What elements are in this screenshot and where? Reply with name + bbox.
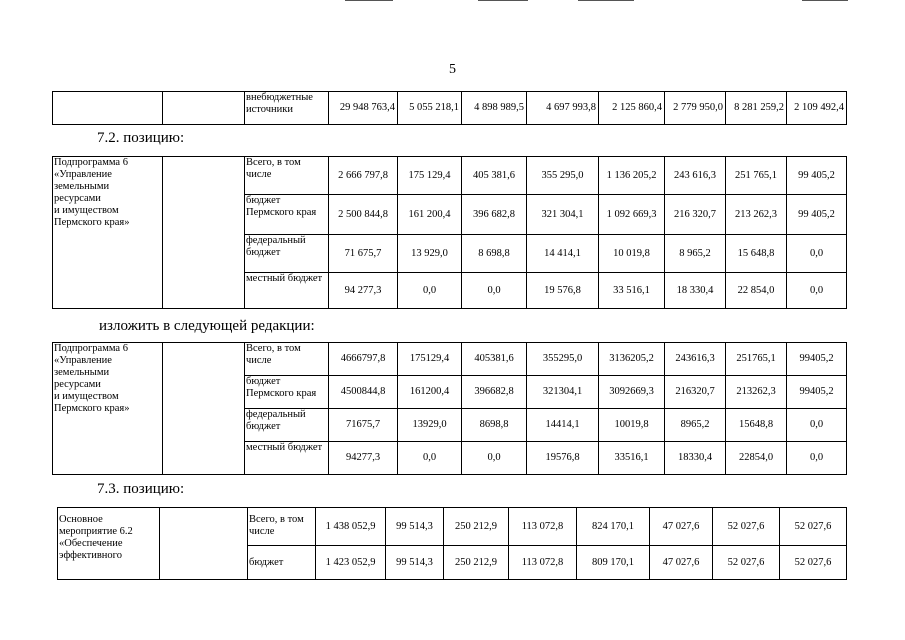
- value-cell: 14 414,1: [527, 235, 599, 273]
- source-cell: бюджет: [248, 546, 316, 580]
- value-cell: 99405,2: [787, 376, 847, 409]
- top-rule-right: [578, 0, 634, 1]
- value-cell: 22 854,0: [726, 273, 787, 309]
- table-old-position: [52, 156, 847, 309]
- value-cell: 99405,2: [787, 343, 847, 376]
- table-new-position: [52, 342, 847, 475]
- value-cell: 1 423 052,9: [316, 546, 386, 580]
- value-cell: 47 027,6: [650, 508, 713, 546]
- value-cell: 14414,1: [527, 409, 599, 442]
- top-rule-far: [802, 0, 848, 1]
- source-cell: Всего, в том числе: [245, 343, 329, 376]
- value-cell: 355295,0: [527, 343, 599, 376]
- source-cell: федеральный бюджет: [245, 235, 329, 273]
- value-cell: 0,0: [787, 442, 847, 475]
- value-cell: 0,0: [462, 442, 527, 475]
- heading-new-edition: изложить в следующей редакции:: [99, 318, 315, 334]
- program-name-line: ресурсами: [54, 379, 101, 390]
- value-cell: 216 320,7: [665, 195, 726, 235]
- program-name-line: Подпрограмма 6: [54, 343, 128, 354]
- value-cell: 250 212,9: [444, 508, 509, 546]
- program-name-line: Подпрограмма 6: [54, 157, 128, 168]
- value-cell: 13 929,0: [398, 235, 462, 273]
- value-cell: 251 765,1: [726, 157, 787, 195]
- value-cell: 250 212,9: [444, 546, 509, 580]
- source-cell: федеральный бюджет: [245, 409, 329, 442]
- program-name-line: «Управление: [54, 169, 112, 180]
- value-cell: 18330,4: [665, 442, 726, 475]
- table-row: [53, 92, 847, 125]
- value-cell: 19 576,8: [527, 273, 599, 309]
- value-cell: 0,0: [462, 273, 527, 309]
- source-cell: внебюджетные источники: [245, 92, 329, 125]
- source-cell: Всего, в том числе: [245, 157, 329, 195]
- page-number: 5: [449, 62, 456, 77]
- program-name-line: земельными: [54, 367, 110, 378]
- program-name-cell: [53, 157, 163, 309]
- value-cell: 71 675,7: [329, 235, 398, 273]
- value-cell: 321304,1: [527, 376, 599, 409]
- value-cell: 0,0: [787, 273, 847, 309]
- value-cell: 13929,0: [398, 409, 462, 442]
- value-cell: 52 027,6: [780, 508, 847, 546]
- value-cell: 52 027,6: [713, 508, 780, 546]
- program-name-line: эффективного: [59, 550, 122, 561]
- value-cell: 2 666 797,8: [329, 157, 398, 195]
- heading-7-2: 7.2. позицию:: [97, 130, 185, 146]
- value-cell: 52 027,6: [780, 546, 847, 580]
- value-cell: 824 170,1: [577, 508, 650, 546]
- value-cell: 4666797,8: [329, 343, 398, 376]
- table-row: [53, 157, 847, 195]
- program-name-line: ресурсами: [54, 193, 101, 204]
- value-cell: 175 129,4: [398, 157, 462, 195]
- value-cell: 3136205,2: [599, 343, 665, 376]
- value-cell: 2 779 950,0: [665, 92, 726, 125]
- value-cell: 161200,4: [398, 376, 462, 409]
- program-name-line: «Управление: [54, 355, 112, 366]
- program-name-line: мероприятие 6.2: [59, 526, 133, 537]
- value-cell: 0,0: [787, 409, 847, 442]
- program-name-line: земельными: [54, 181, 110, 192]
- value-cell: 243 616,3: [665, 157, 726, 195]
- value-cell: 47 027,6: [650, 546, 713, 580]
- value-cell: 161 200,4: [398, 195, 462, 235]
- value-cell: 0,0: [398, 442, 462, 475]
- value-cell: 99 405,2: [787, 157, 847, 195]
- value-cell: 396 682,8: [462, 195, 527, 235]
- value-cell: 71675,7: [329, 409, 398, 442]
- value-cell: 321 304,1: [527, 195, 599, 235]
- program-name-line: Основное: [59, 514, 103, 525]
- program-name-line: Пермского края»: [54, 217, 130, 228]
- value-cell: 0,0: [787, 235, 847, 273]
- value-cell: 405381,6: [462, 343, 527, 376]
- value-cell: 5 055 218,1: [398, 92, 462, 125]
- top-rule-left: [345, 0, 393, 1]
- value-cell: 15 648,8: [726, 235, 787, 273]
- table-basic-event: [57, 507, 847, 580]
- value-cell: 1 092 669,3: [599, 195, 665, 235]
- value-cell: 243616,3: [665, 343, 726, 376]
- value-cell: 2 109 492,4: [787, 92, 847, 125]
- program-name-line: и имуществом: [54, 391, 119, 402]
- top-rule-mid: [478, 0, 528, 1]
- value-cell: 1 136 205,2: [599, 157, 665, 195]
- value-cell: 8965,2: [665, 409, 726, 442]
- value-cell: 4500844,8: [329, 376, 398, 409]
- source-cell: местный бюджет: [245, 273, 329, 309]
- value-cell: 99 514,3: [386, 508, 444, 546]
- value-cell: 113 072,8: [509, 546, 577, 580]
- value-cell: 99 514,3: [386, 546, 444, 580]
- empty-cell: [160, 508, 248, 580]
- value-cell: 3092669,3: [599, 376, 665, 409]
- value-cell: 8 965,2: [665, 235, 726, 273]
- source-cell: местный бюджет: [245, 442, 329, 475]
- value-cell: 15648,8: [726, 409, 787, 442]
- table-row: [58, 508, 847, 546]
- program-name-line: и имуществом: [54, 205, 119, 216]
- value-cell: 1 438 052,9: [316, 508, 386, 546]
- value-cell: 213 262,3: [726, 195, 787, 235]
- value-cell: 113 072,8: [509, 508, 577, 546]
- value-cell: 52 027,6: [713, 546, 780, 580]
- value-cell: 33 516,1: [599, 273, 665, 309]
- value-cell: 10 019,8: [599, 235, 665, 273]
- program-name-line: «Обеспечение: [59, 538, 123, 549]
- value-cell: 2 500 844,8: [329, 195, 398, 235]
- value-cell: 0,0: [398, 273, 462, 309]
- table-continuation: [52, 91, 847, 125]
- value-cell: 8 698,8: [462, 235, 527, 273]
- value-cell: 8 281 259,2: [726, 92, 787, 125]
- program-name-line: Пермского края»: [54, 403, 130, 414]
- program-name-cell: [53, 343, 163, 475]
- value-cell: 33516,1: [599, 442, 665, 475]
- value-cell: 251765,1: [726, 343, 787, 376]
- value-cell: 355 295,0: [527, 157, 599, 195]
- empty-cell: [53, 92, 163, 125]
- value-cell: 213262,3: [726, 376, 787, 409]
- value-cell: 10019,8: [599, 409, 665, 442]
- value-cell: 99 405,2: [787, 195, 847, 235]
- value-cell: 18 330,4: [665, 273, 726, 309]
- source-cell: бюджет Пермского края: [245, 195, 329, 235]
- program-name-cell: [58, 508, 160, 580]
- source-cell: Всего, в том числе: [248, 508, 316, 546]
- value-cell: 94277,3: [329, 442, 398, 475]
- value-cell: 29 948 763,4: [329, 92, 398, 125]
- value-cell: 19576,8: [527, 442, 599, 475]
- empty-cell: [163, 343, 245, 475]
- value-cell: 4 898 989,5: [462, 92, 527, 125]
- empty-cell: [163, 157, 245, 309]
- source-cell: бюджет Пермского края: [245, 376, 329, 409]
- value-cell: 94 277,3: [329, 273, 398, 309]
- value-cell: 396682,8: [462, 376, 527, 409]
- value-cell: 22854,0: [726, 442, 787, 475]
- value-cell: 175129,4: [398, 343, 462, 376]
- heading-7-3: 7.3. позицию:: [97, 481, 185, 497]
- value-cell: 2 125 860,4: [599, 92, 665, 125]
- value-cell: 8698,8: [462, 409, 527, 442]
- table-row: [53, 343, 847, 376]
- value-cell: 216320,7: [665, 376, 726, 409]
- value-cell: 809 170,1: [577, 546, 650, 580]
- empty-cell: [163, 92, 245, 125]
- value-cell: 4 697 993,8: [527, 92, 599, 125]
- value-cell: 405 381,6: [462, 157, 527, 195]
